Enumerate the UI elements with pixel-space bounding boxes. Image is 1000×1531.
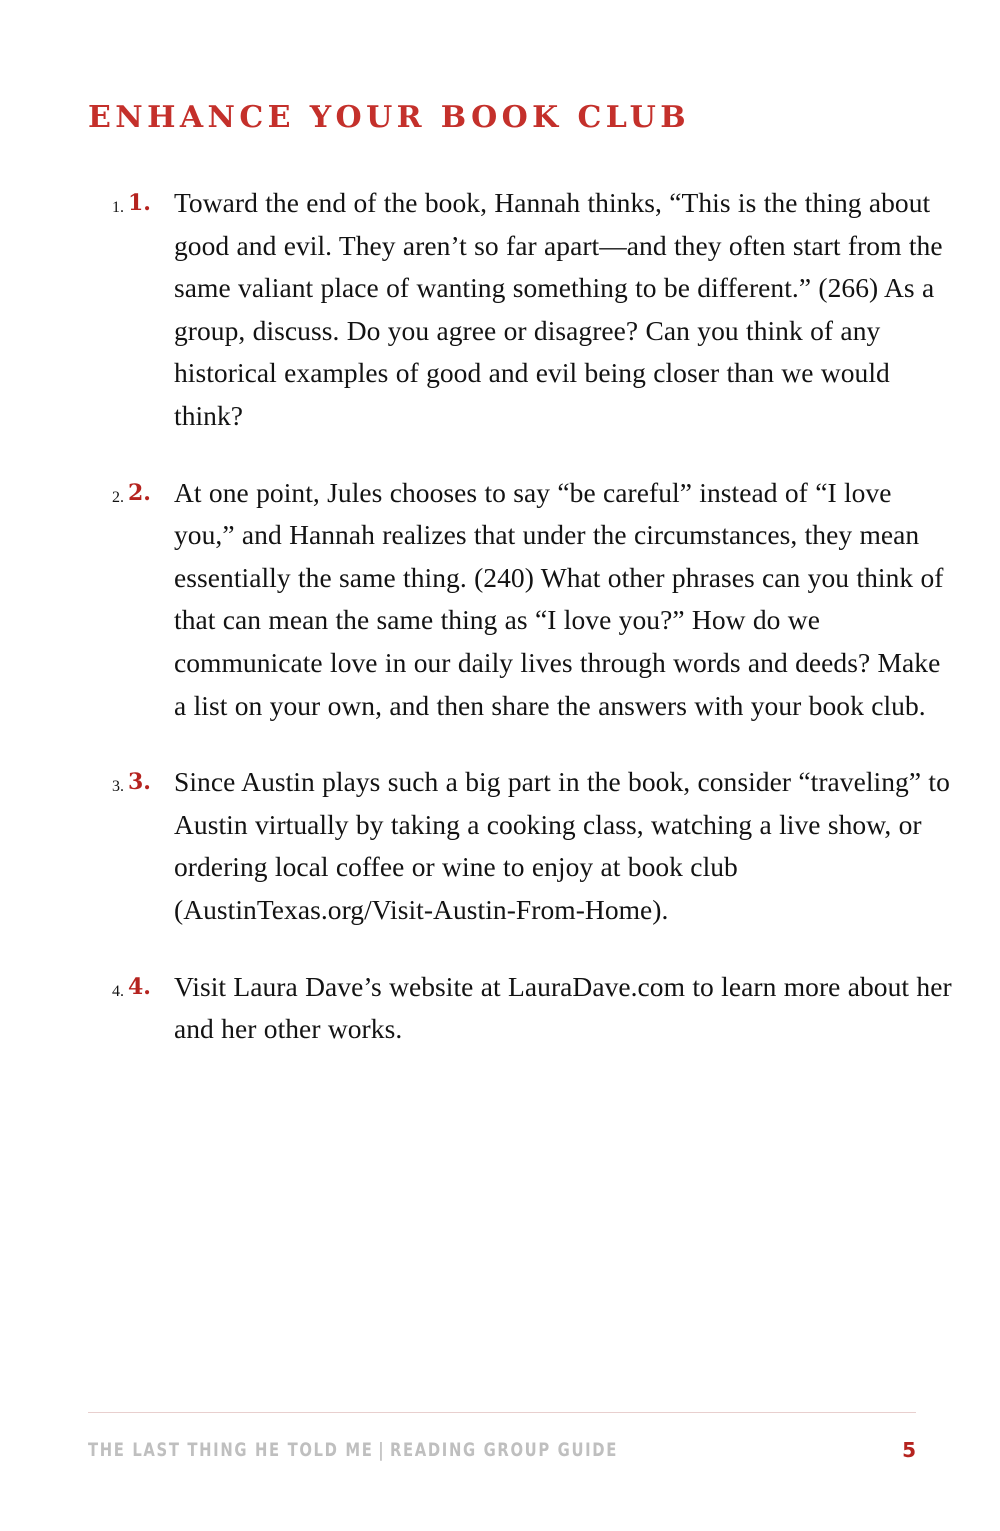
list-item-number: 3. 3. [128, 769, 151, 796]
page-footer [88, 1436, 916, 1464]
footer-running-head [88, 1436, 618, 1464]
list-item-text: Since Austin plays such a big part in the book, consider “traveling” to Austin virtually by taking a cooking class, watching a live show, or ordering local coffee or wine to enjoy at book club (AustinTexas.org/Visit-Austin-From-Home). [174, 766, 950, 925]
list-item [128, 761, 956, 931]
footer-section-label: READING GROUP GUIDE [389, 1439, 618, 1461]
discussion-questions-list [88, 182, 956, 1051]
list-item [128, 472, 956, 728]
list-item-text: Visit Laura Dave’s website at LauraDave.com to learn more about her and her other works. [174, 970, 952, 1045]
list-item-number: 1. 1. [128, 190, 151, 216]
list-item-text: Toward the end of the book, Hannah thinks, “This is the thing about good and evil. They aren’t so far apart—and they often start from the same valiant place of wanting something to be different.” (266) As a group, discuss. Do you agree or disagree? Can you think of any historical examples of good and evil being closer than we would think? [174, 187, 943, 431]
footer-separator: | [378, 1439, 386, 1461]
page-title: ENHANCE YOUR BOOK CLUB [88, 100, 690, 136]
footer-divider [88, 1412, 916, 1413]
list-item-text: At one point, Jules chooses to say “be careful” instead of “I love you,” and Hannah realizes that under the circumstances, they mean essentially the same thing. (240) What other phrases can you think of that can mean the same thing as “I love you?” How do we communicate love in our daily lives through words and deeds? Make a list on your own, and then share the answers with your book club. [174, 476, 944, 721]
footer-book-title: THE LAST THING HE TOLD ME [88, 1439, 374, 1461]
list-item [128, 966, 956, 1051]
list-item [128, 182, 956, 438]
list-item-number: 2. 2. [128, 479, 151, 506]
page-number: 5 [902, 1438, 916, 1462]
list-item-number: 4. 4. [128, 973, 151, 1000]
